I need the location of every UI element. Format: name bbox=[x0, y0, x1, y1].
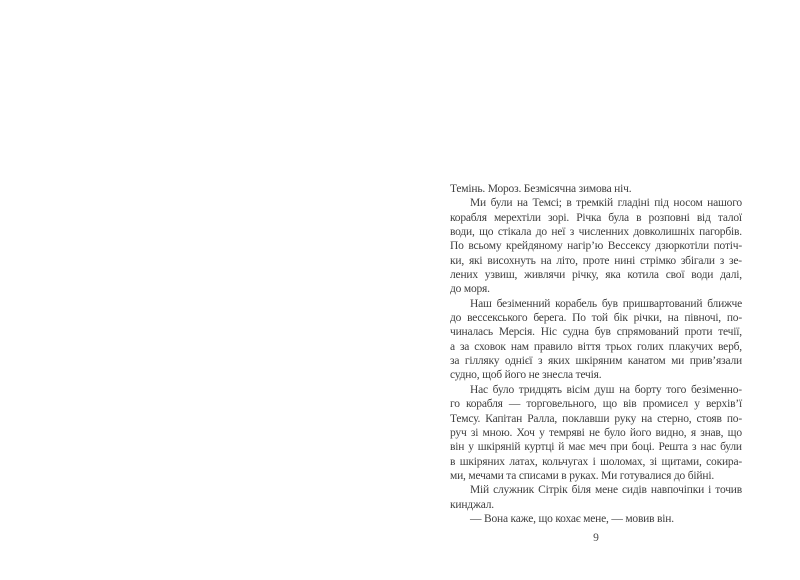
text-word: на bbox=[540, 254, 552, 267]
text-line: кинджал. bbox=[450, 498, 494, 511]
text-word: шкіряним bbox=[575, 355, 623, 368]
text-word: крейдяному bbox=[506, 240, 563, 253]
text-word: з bbox=[569, 226, 575, 239]
text-word: Сітрік bbox=[538, 484, 568, 497]
text-word: верхів’ї bbox=[705, 398, 742, 411]
text-word: Капітан bbox=[485, 412, 523, 425]
text-word: нині bbox=[614, 254, 636, 267]
text-line bbox=[450, 268, 742, 282]
text-word: мерехтіли bbox=[493, 211, 541, 224]
text-word: точив bbox=[715, 484, 742, 497]
text-word: сховок bbox=[474, 340, 506, 353]
text-line bbox=[450, 455, 742, 469]
text-word: сокира- bbox=[706, 455, 742, 468]
text-word: душ bbox=[594, 383, 615, 396]
text-word: розповні bbox=[648, 211, 690, 224]
text-word: літо, bbox=[556, 254, 578, 267]
text-word: був bbox=[594, 326, 611, 339]
text-line bbox=[450, 311, 742, 325]
text-word: довколишніх bbox=[633, 226, 695, 239]
text-word: за bbox=[450, 355, 460, 368]
text-word: численних bbox=[578, 226, 629, 239]
text-word: нам bbox=[510, 340, 529, 353]
text-word: знав, bbox=[700, 426, 724, 439]
text-word: нашого bbox=[707, 197, 742, 210]
text-word: в bbox=[636, 211, 642, 224]
text-word: котила bbox=[627, 269, 659, 282]
text-word: до bbox=[450, 312, 462, 325]
text-word: гілляку bbox=[464, 355, 500, 368]
text-word: зі bbox=[649, 455, 657, 468]
text-word: боці. bbox=[631, 441, 655, 454]
text-line bbox=[450, 254, 742, 268]
text-word: Хоч bbox=[516, 426, 535, 439]
text-word: у bbox=[694, 398, 700, 411]
text-word: Ніс bbox=[540, 326, 557, 339]
text-word: була bbox=[608, 211, 629, 224]
text-word: висохнуть bbox=[487, 254, 536, 267]
text-word: шкіряних bbox=[459, 455, 505, 468]
text-word: був bbox=[601, 297, 618, 310]
text-word: були bbox=[720, 441, 742, 454]
text-word: що bbox=[479, 226, 494, 239]
text-word: потіч- bbox=[713, 240, 742, 253]
text-word: тридцять bbox=[518, 383, 562, 396]
text-word: верб, bbox=[718, 340, 742, 353]
text-word: той bbox=[591, 312, 608, 325]
text-word: яка bbox=[605, 269, 621, 282]
text-word: на bbox=[516, 197, 528, 210]
text-word: на bbox=[641, 412, 653, 425]
text-word: руч bbox=[450, 426, 467, 439]
text-line: судно, щоб його не знесла течія. bbox=[450, 369, 602, 382]
text-word: Ми bbox=[470, 197, 486, 210]
text-word: однієї bbox=[504, 355, 533, 368]
text-word: а bbox=[450, 340, 455, 353]
text-word: стрімко bbox=[640, 254, 676, 267]
text-word: По bbox=[450, 240, 464, 253]
text-word: прив’язали bbox=[689, 355, 742, 368]
text-word: з bbox=[691, 441, 697, 454]
text-word: Решта bbox=[658, 441, 688, 454]
text-word: до bbox=[535, 226, 547, 239]
text-word: щитами, bbox=[661, 455, 702, 468]
text-word: тремкій bbox=[576, 197, 613, 210]
text-word: від bbox=[696, 211, 711, 224]
text-line: Темінь. Мороз. Безмісячна зимова ніч. bbox=[450, 183, 632, 195]
text-word: чиналась bbox=[450, 326, 493, 339]
text-word: латах, bbox=[509, 455, 538, 468]
text-word: лених bbox=[450, 269, 478, 282]
text-word: мене bbox=[595, 484, 618, 497]
text-line: — Вона каже, що кохає мене, — мовив він. bbox=[470, 512, 674, 525]
text-word: плакучих bbox=[668, 340, 713, 353]
text-word: річку, bbox=[571, 269, 599, 282]
text-line bbox=[450, 354, 742, 368]
text-line bbox=[450, 383, 742, 397]
text-word: і bbox=[708, 484, 712, 497]
text-line bbox=[450, 412, 742, 426]
text-word: пришвартований bbox=[622, 297, 703, 310]
text-word: ближче bbox=[707, 297, 742, 310]
text-word: вессекського bbox=[467, 312, 528, 325]
text-word: Вессексу bbox=[607, 240, 651, 253]
text-word: руку bbox=[614, 412, 637, 425]
text-word: було bbox=[604, 426, 626, 439]
text-word: шкіряній bbox=[477, 441, 521, 454]
text-word: що bbox=[727, 426, 742, 439]
text-word: і bbox=[592, 455, 596, 468]
text-word: Нас bbox=[470, 383, 488, 396]
text-word: з bbox=[719, 254, 725, 267]
text-word: шоломах, bbox=[600, 455, 646, 468]
text-word: по- bbox=[726, 412, 742, 425]
text-word: Темсу. bbox=[450, 412, 481, 425]
text-word: правило bbox=[533, 340, 573, 353]
text-line bbox=[450, 211, 742, 225]
text-word: мною. bbox=[482, 426, 513, 439]
text-word: голих bbox=[636, 340, 664, 353]
text-word: Темсі; bbox=[532, 197, 562, 210]
text-word: при bbox=[610, 441, 628, 454]
text-word: не bbox=[588, 426, 600, 439]
text-line bbox=[450, 225, 742, 239]
text-word: яких bbox=[547, 355, 570, 368]
text-word: неї bbox=[551, 226, 566, 239]
text-word: далі, bbox=[720, 269, 742, 282]
text-line bbox=[450, 483, 742, 497]
text-word: річки, bbox=[633, 312, 662, 325]
text-word: Наш bbox=[470, 297, 492, 310]
text-word: я bbox=[690, 426, 696, 439]
text-word: спрямований bbox=[616, 326, 679, 339]
text-word: вів bbox=[623, 398, 637, 411]
text-word: на bbox=[667, 312, 679, 325]
text-line bbox=[450, 297, 742, 311]
text-word: біля bbox=[571, 484, 591, 497]
text-word: ки, bbox=[450, 254, 465, 267]
text-word: у bbox=[539, 426, 545, 439]
text-word: води bbox=[691, 269, 714, 282]
text-word: течії, bbox=[718, 326, 742, 339]
text-word: сидів bbox=[622, 484, 647, 497]
text-word: корабель bbox=[555, 297, 597, 310]
text-word: проте bbox=[582, 254, 610, 267]
text-word: служник bbox=[493, 484, 534, 497]
text-word: збігали bbox=[680, 254, 715, 267]
text-word: го bbox=[450, 398, 460, 411]
text-word: з bbox=[538, 355, 543, 368]
text-word: поклавши bbox=[562, 412, 610, 425]
text-word: свої bbox=[665, 269, 685, 282]
text-line: ми, мечами та списами в руках. Ми готувалися до бійні. bbox=[450, 469, 715, 482]
text-word: на bbox=[619, 383, 630, 396]
text-word: дзюркотіли bbox=[655, 240, 709, 253]
text-line bbox=[450, 440, 742, 454]
text-word: бік bbox=[613, 312, 628, 325]
text-word: проти bbox=[684, 326, 713, 339]
text-word: гладіні bbox=[617, 197, 650, 210]
text-word: має bbox=[568, 441, 585, 454]
text-word: видно, bbox=[655, 426, 687, 439]
text-word: ми bbox=[671, 355, 685, 368]
text-word: безіменний bbox=[496, 297, 551, 310]
text-line bbox=[450, 340, 742, 354]
text-word: корабля bbox=[465, 398, 503, 411]
text-word: узвиш, bbox=[484, 269, 518, 282]
text-word: Ралла, bbox=[527, 412, 558, 425]
text-word: в bbox=[450, 455, 456, 468]
text-word: які bbox=[468, 254, 483, 267]
text-word: було bbox=[492, 383, 515, 396]
text-word: безіменно- bbox=[690, 383, 742, 396]
text-line: до моря. bbox=[450, 283, 490, 296]
text-word: стікала bbox=[497, 226, 532, 239]
text-word: куртці bbox=[524, 441, 555, 454]
text-line bbox=[450, 196, 742, 210]
text-word: корабля bbox=[450, 211, 487, 224]
text-word: півночі, bbox=[684, 312, 721, 325]
text-word: вісім bbox=[566, 383, 590, 396]
text-word: борту bbox=[634, 383, 662, 396]
text-word: торговельного, bbox=[526, 398, 597, 411]
text-word: в bbox=[566, 197, 572, 210]
text-word: його bbox=[629, 426, 652, 439]
text-word: трьох bbox=[605, 340, 632, 353]
text-line bbox=[450, 325, 742, 339]
text-word: живлячи bbox=[524, 269, 566, 282]
text-word: талої bbox=[717, 211, 742, 224]
text-word: темряві bbox=[548, 426, 585, 439]
text-word: того bbox=[666, 383, 687, 396]
text-word: навпочіпки bbox=[650, 484, 705, 497]
text-word: промисел bbox=[642, 398, 689, 411]
text-word: нас bbox=[700, 441, 717, 454]
text-word: нагір’ю bbox=[567, 240, 604, 253]
text-word: по- bbox=[726, 312, 742, 325]
text-word: меч bbox=[588, 441, 607, 454]
text-word: судна bbox=[562, 326, 589, 339]
text-word: за bbox=[459, 340, 470, 353]
text-word: під bbox=[654, 197, 669, 210]
text-word: Мерсія. bbox=[498, 326, 535, 339]
text-word: віття bbox=[577, 340, 601, 353]
text-word: — bbox=[508, 398, 521, 411]
text-word: що bbox=[602, 398, 617, 411]
text-word: у bbox=[468, 441, 474, 454]
text-word: він bbox=[450, 441, 465, 454]
text-word: були bbox=[490, 197, 513, 210]
text-word: зе- bbox=[729, 254, 742, 267]
text-word: всьому bbox=[468, 240, 502, 253]
page-text bbox=[450, 182, 742, 526]
text-word: Річка bbox=[576, 211, 602, 224]
page-number: 9 bbox=[593, 532, 599, 544]
text-word: Мій bbox=[470, 484, 489, 497]
text-word: зорі. bbox=[548, 211, 570, 224]
text-line bbox=[450, 239, 742, 253]
text-word: берега. bbox=[533, 312, 567, 325]
text-word: канатом bbox=[627, 355, 666, 368]
text-word: кольчугах bbox=[542, 455, 589, 468]
text-word: пагорбів. bbox=[699, 226, 742, 239]
text-word: стояв bbox=[696, 412, 722, 425]
text-word: По bbox=[572, 312, 586, 325]
text-word: носом bbox=[673, 197, 703, 210]
text-line bbox=[450, 397, 742, 411]
text-word: води, bbox=[450, 226, 475, 239]
text-word: зі bbox=[470, 426, 479, 439]
text-word: й bbox=[558, 441, 565, 454]
text-line bbox=[450, 426, 742, 440]
text-word: стерно, bbox=[657, 412, 692, 425]
